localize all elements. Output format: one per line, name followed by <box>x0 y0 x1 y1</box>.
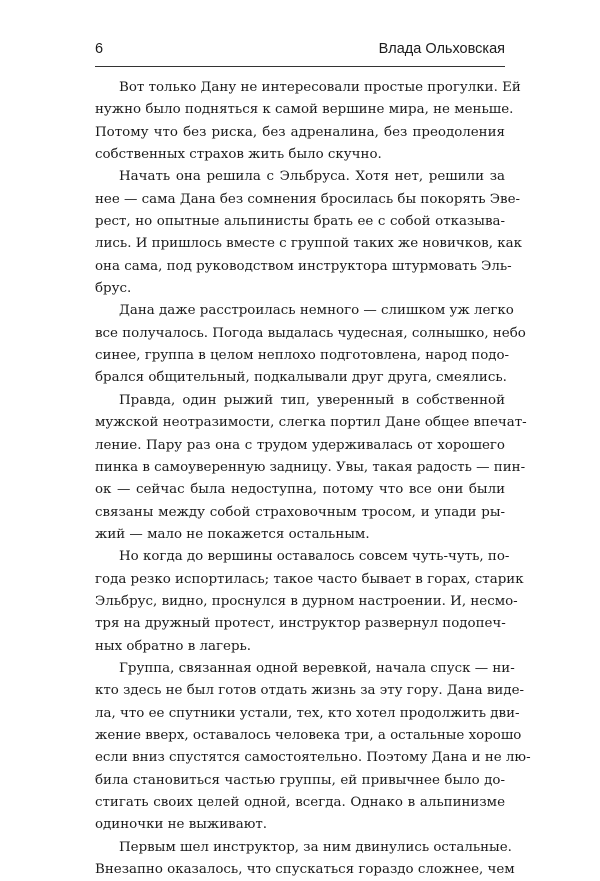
book-author: Влада Ольховская <box>378 41 505 57</box>
text-line: нужно было подняться к самой вершине мира, не меньше. <box>95 102 514 118</box>
text-line: брус. <box>95 281 132 297</box>
paragraph <box>95 166 522 300</box>
text-line: пинка в самоуверенную задницу. Увы, такая радость — пин- <box>95 459 526 475</box>
text-line: ление. Пару раз она с трудом удерживалась от хорошего <box>95 437 505 453</box>
text-line: жий — мало не покажется остальным. <box>95 526 370 542</box>
text-line: собственных страхов жить было скучно. <box>95 147 382 163</box>
header-rule <box>95 66 505 67</box>
text-line: била становиться частью группы, ей привычнее было до- <box>95 772 505 788</box>
text-line: Эльбрус, видно, проснулся в дурном настроении. И, несмо- <box>95 593 518 609</box>
text-line: Группа, связанная одной веревкой, начала спуск — ни- <box>119 660 515 676</box>
text-line: одиночки не выживают. <box>95 817 268 833</box>
text-line: она сама, под руководством инструктора штурмовать Эль- <box>95 258 512 274</box>
running-header <box>95 41 505 61</box>
text-line: года резко испортилась; такое часто бывает в горах, старик <box>95 571 524 587</box>
paragraph <box>95 390 527 546</box>
text-line: Дана даже расстроилась немного — слишком уж легко <box>119 303 514 319</box>
text-line: жение вверх, оставалось человека три, а остальные хорошо <box>95 727 522 743</box>
paragraph <box>95 300 526 389</box>
paragraph <box>95 837 515 881</box>
text-line: мужской неотразимости, слегка портил Дане общее впечат- <box>95 415 527 431</box>
text-line: Вот только Дану не интересовали простые прогулки. Ей <box>119 80 521 95</box>
text-line: Правда, один рыжий тип, уверенный в собственной <box>119 392 505 408</box>
text-line: Но когда до вершины оставалось совсем чуть-чуть, по- <box>119 549 510 565</box>
text-line: ла, что ее спутники устали, тех, кто хотел продолжить дви- <box>95 705 520 721</box>
text-line: ок — сейчас была недоступна, потому что все они были <box>95 482 505 498</box>
text-line: Первым шел инструктор, за ним двинулись остальные. <box>119 839 512 855</box>
text-line: стигать своих целей одной, всегда. Однако в альпинизме <box>95 795 505 810</box>
text-line: тря на дружный протест, инструктор развернул подопеч- <box>95 616 506 632</box>
text-line: Потому что без риска, без адреналина, без преодоления <box>95 124 505 140</box>
text-line: брался общительный, подкалывали друг друга, смеялись. <box>95 370 507 386</box>
text-line: если вниз спустятся самостоятельно. Поэтому Дана и не лю- <box>95 750 531 766</box>
text-line: рест, но опытные альпинисты брать ее с собой отказыва- <box>95 214 505 230</box>
text-line: синее, группа в целом неплохо подготовлена, народ подо- <box>95 348 510 364</box>
text-line: кто здесь не был готов отдать жизнь за эту гору. Дана виде- <box>95 683 525 699</box>
text-line: ных обратно в лагерь. <box>95 638 252 654</box>
paragraph <box>95 658 531 837</box>
page-body-text <box>95 77 531 881</box>
text-line: Начать она решила с Эльбруса. Хотя нет, решили за <box>119 169 505 185</box>
text-line: нее — сама Дана без сомнения бросилась бы покорять Эве- <box>95 191 521 207</box>
text-line: лись. И пришлось вместе с группой таких же новичков, как <box>95 236 522 252</box>
page-number: 6 <box>95 41 104 57</box>
paragraph <box>95 77 521 166</box>
text-line: все получалось. Погода выдалась чудесная, солнышко, небо <box>95 325 526 341</box>
text-line: связаны между собой страховочным тросом, и упади ры- <box>95 504 505 520</box>
paragraph <box>95 546 524 658</box>
text-line: Внезапно оказалось, что спускаться гораздо сложнее, чем <box>95 862 515 878</box>
